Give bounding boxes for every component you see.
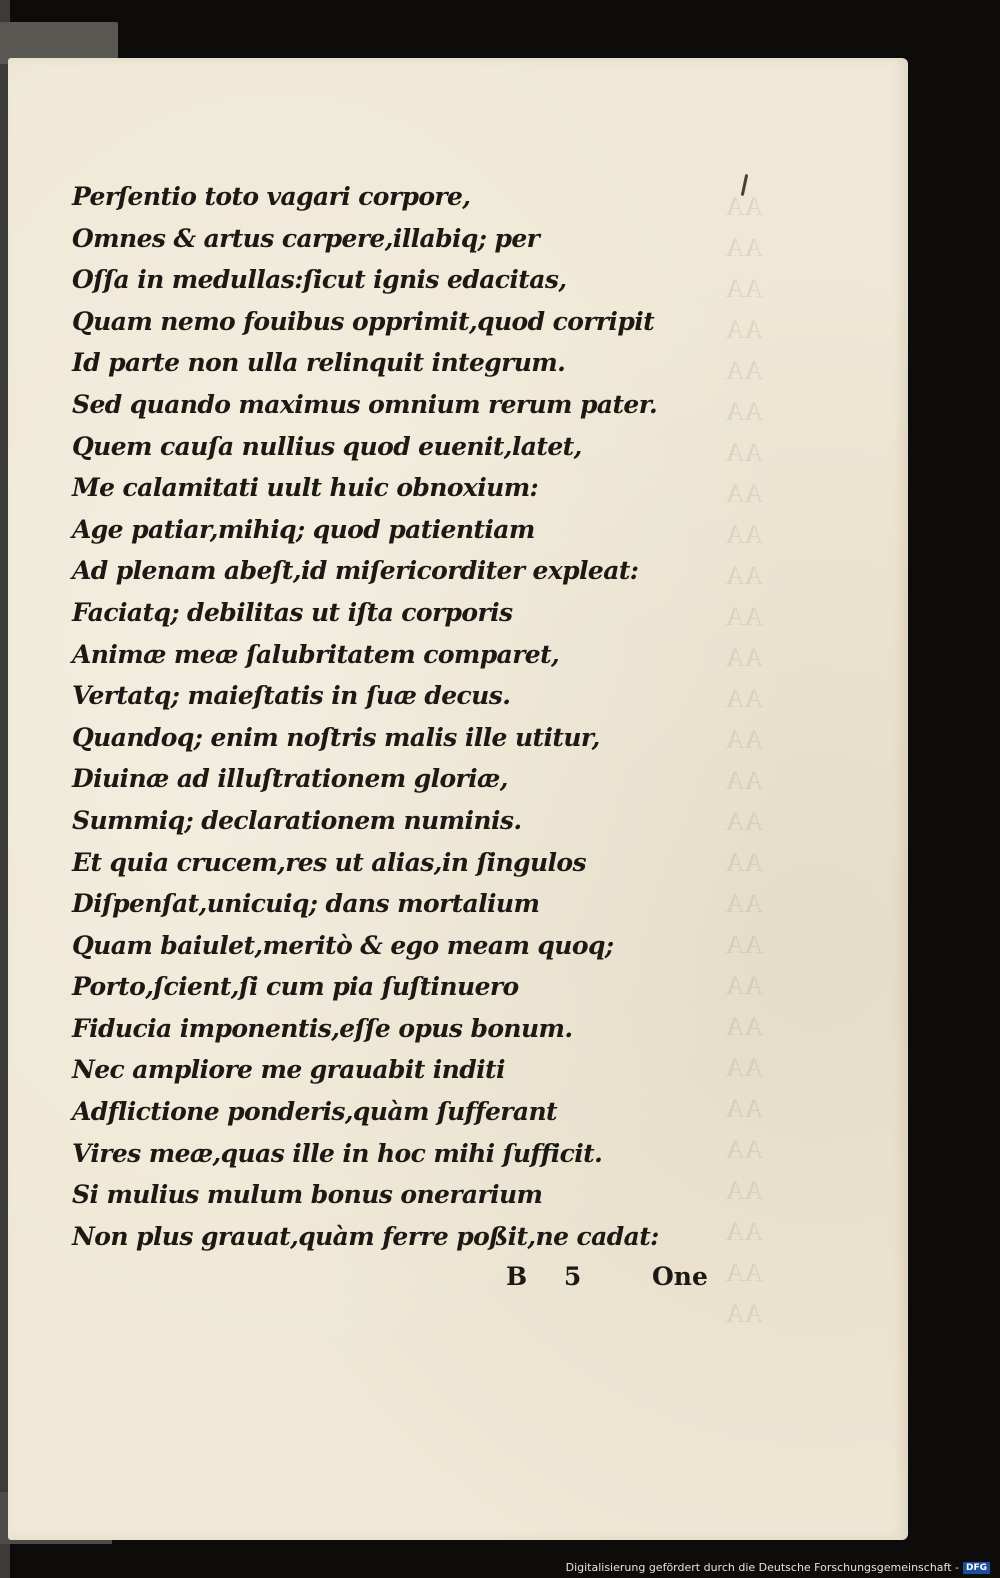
verse-line: Quam nemo fouibus opprimit,quod corripit xyxy=(72,306,655,336)
verse-line: Me calamitati uult huic obnoxium: xyxy=(72,473,539,503)
verse-line: Quam baiulet,meritò & ego meam quoq; xyxy=(72,930,614,960)
verse-line: Nec ampliore me grauabit inditi xyxy=(72,1055,505,1085)
verse-line: Porto,ſcient,ſi cum pia ſuſtinuero xyxy=(72,972,519,1002)
verse-line: Non plus grauat,quàm ferre poßit,ne cadat: xyxy=(72,1221,659,1251)
verse-line: Diſpenſat,unicuiq; dans mortalium xyxy=(72,889,540,919)
dfg-logo[interactable]: DFG xyxy=(963,1562,990,1574)
verse-line: Diuinæ ad illuſtrationem gloriæ, xyxy=(72,764,508,794)
verse-line: Summiq; declarationem numinis. xyxy=(72,805,522,835)
show-through-text: AA AA AA AA AA AA AA AA AA AA AA AA AA AA AA AA AA AA AA AA AA AA AA AA AA AA AA AA xyxy=(725,192,763,1328)
verse-line: Age patiar,mihiq; quod patientiam xyxy=(72,514,535,544)
verse-line: Id parte non ulla relinquit integrum. xyxy=(72,348,566,378)
verse-line: Oſſa in medullas:ſicut ignis edacitas, xyxy=(72,265,567,295)
verse-line: Et quia crucem,res ut alias,in ſingulos xyxy=(72,847,586,877)
verse-line: Adflictione ponderis,quàm ſufferant xyxy=(72,1097,557,1127)
verse-line: Omnes & artus carpere,illabiq; per xyxy=(72,223,540,253)
digitization-credit xyxy=(566,1561,990,1574)
verse-line: Quem cauſa nullius quod euenit,latet, xyxy=(72,431,582,461)
credit-text: Digitalisierung gefördert durch die Deutsche Forschungsgemeinschaft - xyxy=(565,1561,959,1574)
signature-mark: B 5 xyxy=(506,1262,596,1291)
verse-line: Sed quando maximus omnium rerum pater. xyxy=(72,389,658,419)
verse-line: Perſentio toto vagari corpore, xyxy=(72,182,471,211)
verse-line: Quandoq; enim noſtris malis ille utitur, xyxy=(72,722,600,752)
catchword: One xyxy=(652,1262,708,1291)
verse-line: Faciatq; debilitas ut iſta corporis xyxy=(72,597,513,627)
verse-line: Si mulius mulum bonus onerarium xyxy=(72,1180,543,1210)
verse-line: Vires meæ,quas ille in hoc mihi ſufficit. xyxy=(72,1138,603,1168)
verse-line: Vertatq; maieſtatis in ſuæ decus. xyxy=(72,681,511,711)
verse-text xyxy=(72,176,659,1257)
verse-line: Animæ meæ ſalubritatem comparet, xyxy=(72,639,560,669)
verse-line: Fiducia imponentis,eſſe opus bonum. xyxy=(72,1013,573,1043)
verse-line: Ad plenam abeſt,id miſericorditer expleat: xyxy=(72,556,639,586)
